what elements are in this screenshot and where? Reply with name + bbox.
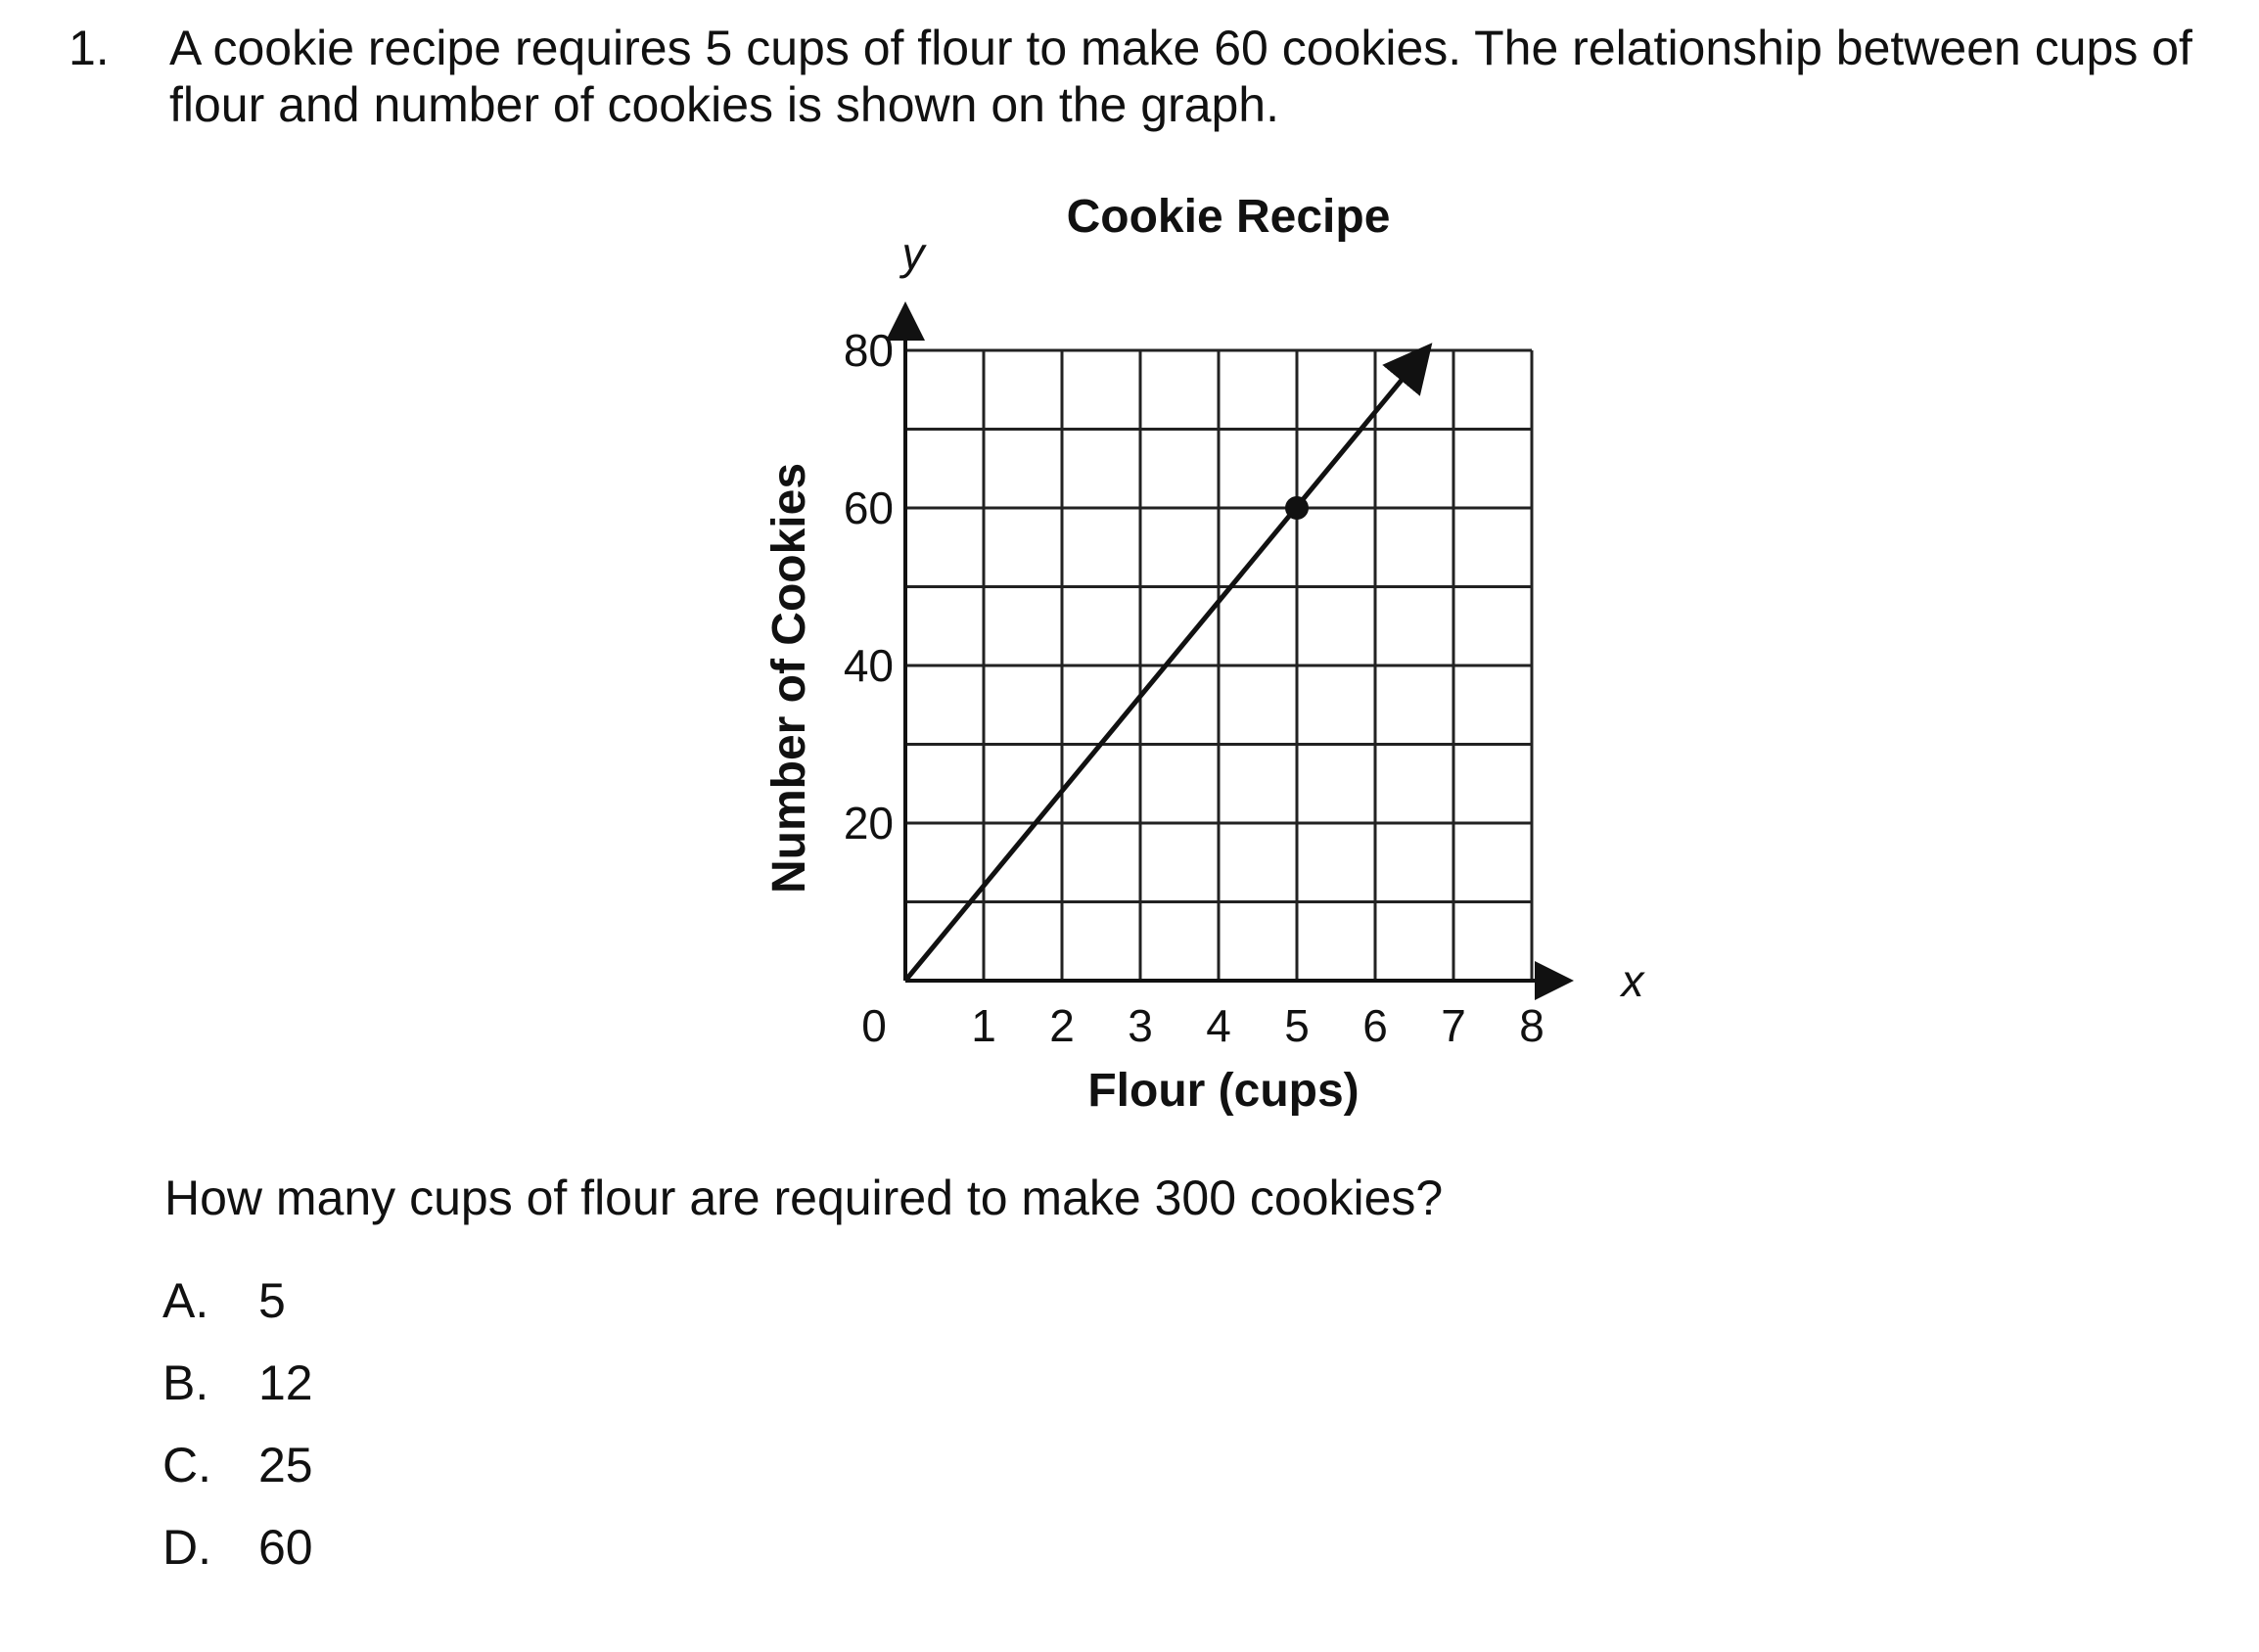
x-tick-label: 8	[1519, 1000, 1544, 1051]
chart-grid	[905, 350, 1532, 981]
y-tick-label: 40	[843, 640, 894, 691]
answer-choice-d[interactable]	[162, 1519, 313, 1576]
question-prompt: How many cups of flour are required to make 300 cookies?	[164, 1170, 1444, 1225]
chart-axes	[905, 309, 1566, 981]
y-axis-letter: y	[901, 228, 925, 279]
x-axis-letter: x	[1621, 955, 1644, 1006]
answer-choice-c[interactable]	[162, 1437, 313, 1493]
choice-letter: D.	[162, 1520, 211, 1575]
x-tick-label: 7	[1441, 1000, 1466, 1051]
y-tick-label: 80	[843, 325, 894, 376]
x-tick-label: 5	[1284, 1000, 1310, 1051]
y-tick-label: 20	[843, 798, 894, 849]
origin-label: 0	[861, 1000, 887, 1051]
answer-choice-a[interactable]	[162, 1272, 286, 1329]
question-stem: A cookie recipe requires 5 cups of flour to make 60 cookies. The relationship between cups of flour and number of cookies is shown on the graph.	[169, 21, 2192, 132]
choice-letter: B.	[162, 1355, 209, 1410]
choice-value: 12	[258, 1355, 313, 1410]
y-tick-label: 60	[843, 482, 894, 533]
choice-letter: A.	[162, 1273, 209, 1328]
question-number: 1.	[69, 21, 110, 75]
x-axis-label: Flour (cups)	[1087, 1065, 1360, 1117]
data-point	[1285, 496, 1309, 520]
chart-labels	[763, 191, 1646, 1117]
x-tick-label: 1	[971, 1000, 996, 1051]
chart-title: Cookie Recipe	[1066, 191, 1391, 243]
choice-value: 60	[258, 1520, 313, 1575]
choice-value: 5	[258, 1273, 286, 1328]
answer-choice-b[interactable]	[162, 1354, 313, 1411]
choice-value: 25	[258, 1438, 313, 1492]
choice-letter: C.	[162, 1438, 211, 1492]
x-tick-label: 3	[1128, 1000, 1153, 1051]
x-tick-label: 4	[1206, 1000, 1231, 1051]
x-tick-label: 2	[1049, 1000, 1075, 1051]
x-tick-label: 6	[1362, 1000, 1388, 1051]
y-axis-label: Number of Cookies	[763, 462, 815, 895]
